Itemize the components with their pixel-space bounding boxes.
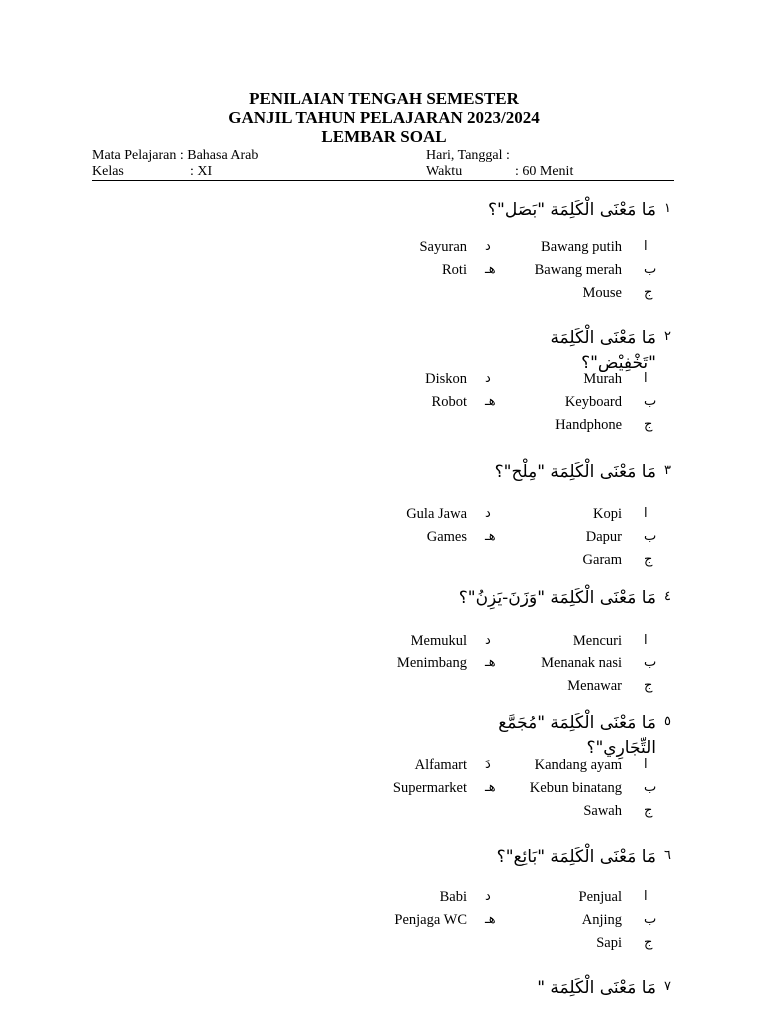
question-text: مَا مَعْنَى الْكَلِمَة "بَصَل"؟	[488, 200, 656, 220]
question-number: ٧	[664, 978, 671, 993]
option-letter-a: ا	[644, 239, 648, 254]
question-text: مَا مَعْنَى الْكَلِمَة "بَائِع"؟	[496, 847, 656, 867]
class-value: : XI	[190, 164, 213, 179]
option-letter-b: ب	[644, 262, 657, 277]
time-label: Waktu	[426, 164, 463, 179]
option-letter-c: ج	[644, 803, 653, 818]
option-letter-b: ب	[644, 394, 657, 409]
exam-sheet-label: LEMBAR SOAL	[321, 127, 447, 146]
option-letter-d: د	[485, 239, 491, 254]
question-number: ٥	[664, 713, 671, 728]
question-number: ٣	[664, 462, 671, 477]
option-e: Menimbang	[396, 655, 467, 671]
question-text: مَا مَعْنَى الْكَلِمَة "	[537, 978, 656, 998]
class-label: Kelas	[92, 164, 124, 179]
option-letter-d: د	[485, 371, 491, 386]
option-a: Murah	[583, 371, 622, 387]
option-b: Kebun binatang	[529, 780, 622, 796]
option-a: Kopi	[593, 506, 622, 522]
option-letter-d: د	[485, 889, 491, 904]
option-c: Handphone	[555, 417, 622, 433]
option-letter-b: ب	[644, 529, 657, 544]
option-letter-c: ج	[644, 678, 653, 693]
option-e: Roti	[442, 262, 467, 278]
question-text: مَا مَعْنَى الْكَلِمَة "تَخْفِيْض"؟	[550, 328, 656, 373]
question-text: مَا مَعْنَى الْكَلِمَة "مُجَمَّع التِّجَارِي"؟	[498, 713, 656, 758]
option-e: Penjaga WC	[394, 912, 467, 928]
time-value: : 60 Menit	[515, 164, 574, 179]
option-c: Mouse	[582, 285, 622, 301]
option-letter-e: هـ	[485, 394, 496, 409]
option-letter-a: ا	[644, 506, 648, 521]
option-b: Bawang merah	[534, 262, 622, 278]
subject-field: Mata Pelajaran : Bahasa Arab	[92, 148, 259, 163]
question-number: ١	[664, 200, 671, 215]
option-b: Keyboard	[564, 394, 622, 410]
question-number: ٢	[664, 328, 671, 343]
option-letter-a: ا	[644, 757, 648, 772]
option-a: Penjual	[578, 889, 622, 905]
question-number: ٦	[664, 847, 671, 862]
option-c: Garam	[582, 552, 622, 568]
option-c: Menawar	[567, 678, 622, 694]
option-b: Menanak nasi	[541, 655, 622, 671]
option-letter-e: هـ	[485, 529, 496, 544]
option-letter-a: ا	[644, 371, 648, 386]
option-e: Games	[426, 529, 467, 545]
header-divider	[92, 180, 674, 181]
option-d: Gula Jawa	[406, 506, 467, 522]
option-letter-c: ج	[644, 417, 653, 432]
question-text: مَا مَعْنَى الْكَلِمَة "وَزَنَ-يَزِنُ"؟	[458, 588, 656, 608]
question-number: ٤	[664, 588, 671, 603]
option-c: Sawah	[583, 803, 622, 819]
option-d: Memukul	[410, 633, 467, 649]
option-letter-c: ج	[644, 552, 653, 567]
option-e: Supermarket	[392, 780, 467, 796]
option-letter-b: ب	[644, 655, 657, 670]
option-d: Alfamart	[414, 757, 467, 773]
option-d: Babi	[439, 889, 467, 905]
option-letter-b: ب	[644, 912, 657, 927]
option-d: Diskon	[425, 371, 467, 387]
date-field: Hari, Tanggal :	[426, 148, 510, 163]
exam-subtitle: GANJIL TAHUN PELAJARAN 2023/2024	[228, 108, 540, 127]
question-text: مَا مَعْنَى الْكَلِمَة "مِلْح"؟	[494, 462, 656, 482]
option-e: Robot	[431, 394, 467, 410]
option-a: Kandang ayam	[534, 757, 622, 773]
option-a: Mencuri	[572, 633, 622, 649]
option-b: Dapur	[585, 529, 622, 545]
option-a: Bawang putih	[541, 239, 622, 255]
option-letter-d: د	[485, 506, 491, 521]
option-letter-b: ب	[644, 780, 657, 795]
option-letter-a: ا	[644, 633, 648, 648]
option-d: Sayuran	[419, 239, 467, 255]
option-letter-d: دَ	[485, 757, 491, 772]
option-letter-e: هـ	[485, 655, 496, 670]
option-letter-e: هـ	[485, 262, 496, 277]
option-letter-d: د	[485, 633, 491, 648]
option-letter-e: هـ	[485, 780, 496, 795]
exam-title: PENILAIAN TENGAH SEMESTER	[249, 89, 519, 108]
option-c: Sapi	[596, 935, 622, 951]
option-letter-c: ج	[644, 285, 653, 300]
option-letter-e: هـ	[485, 912, 496, 927]
option-letter-a: ا	[644, 889, 648, 904]
option-b: Anjing	[581, 912, 622, 928]
option-letter-c: ج	[644, 935, 653, 950]
